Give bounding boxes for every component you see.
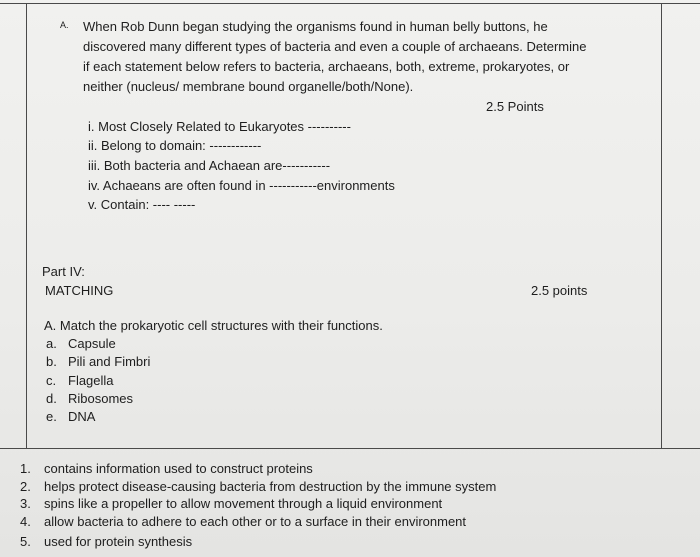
structure-c-text: Flagella xyxy=(68,373,114,388)
question-a-line-2: discovered many different types of bacteria and even a couple of archaeans. Determine xyxy=(83,39,587,54)
matching-heading: MATCHING xyxy=(45,283,114,298)
question-a-line-1: When Rob Dunn began studying the organisms found in human belly buttons, he xyxy=(83,19,548,34)
structure-b-text: Pili and Fimbri xyxy=(68,354,151,369)
function-5-number: 5. xyxy=(20,534,31,549)
function-3-number: 3. xyxy=(20,496,31,511)
part-iv-points: 2.5 points xyxy=(531,283,588,298)
structure-e-letter: e. xyxy=(46,409,57,424)
question-a-item-v: v. Contain: ---- ----- xyxy=(88,197,196,212)
question-a-item-ii: ii. Belong to domain: ------------ xyxy=(88,138,262,153)
function-3-text: spins like a propeller to allow movement through a liquid environment xyxy=(44,496,443,511)
question-a-points: 2.5 Points xyxy=(486,99,544,114)
structure-b-letter: b. xyxy=(46,354,57,369)
structure-a-letter: a. xyxy=(46,336,57,351)
part-iv-label: Part IV: xyxy=(42,264,85,279)
table-border-top xyxy=(0,3,700,4)
table-border-bottom xyxy=(0,448,700,449)
matching-question: A. Match the prokaryotic cell structures with their functions. xyxy=(44,318,383,333)
structure-d-text: Ribosomes xyxy=(68,391,134,406)
function-2-text: helps protect disease-causing bacteria from destruction by the immune system xyxy=(44,479,497,494)
question-a-line-4: neither (nucleus/ membrane bound organelle/both/None). xyxy=(83,79,414,94)
function-4-number: 4. xyxy=(20,514,31,529)
structure-e-text: DNA xyxy=(68,409,96,424)
question-a-item-iii: iii. Both bacteria and Achaean are----------- xyxy=(88,158,331,173)
structure-d-letter: d. xyxy=(46,391,57,406)
table-border-left xyxy=(26,3,27,448)
question-a-item-iv: iv. Achaeans are often found in -----------environments xyxy=(88,178,395,193)
structure-c-letter: c. xyxy=(46,373,57,388)
function-2-number: 2. xyxy=(20,479,31,494)
question-a-marker: A. xyxy=(60,20,69,30)
structure-a-text: Capsule xyxy=(68,336,116,351)
function-1-number: 1. xyxy=(20,461,31,476)
function-4-text: allow bacteria to adhere to each other or to a surface in their environment xyxy=(44,514,467,529)
function-5-text: used for protein synthesis xyxy=(44,534,193,549)
table-border-right xyxy=(661,3,662,448)
question-a-line-3: if each statement below refers to bacteria, archaeans, both, extreme, prokaryotes, or xyxy=(83,59,570,74)
question-a-item-i: i. Most Closely Related to Eukaryotes ---------- xyxy=(88,119,351,134)
function-1-text: contains information used to construct proteins xyxy=(44,461,313,476)
